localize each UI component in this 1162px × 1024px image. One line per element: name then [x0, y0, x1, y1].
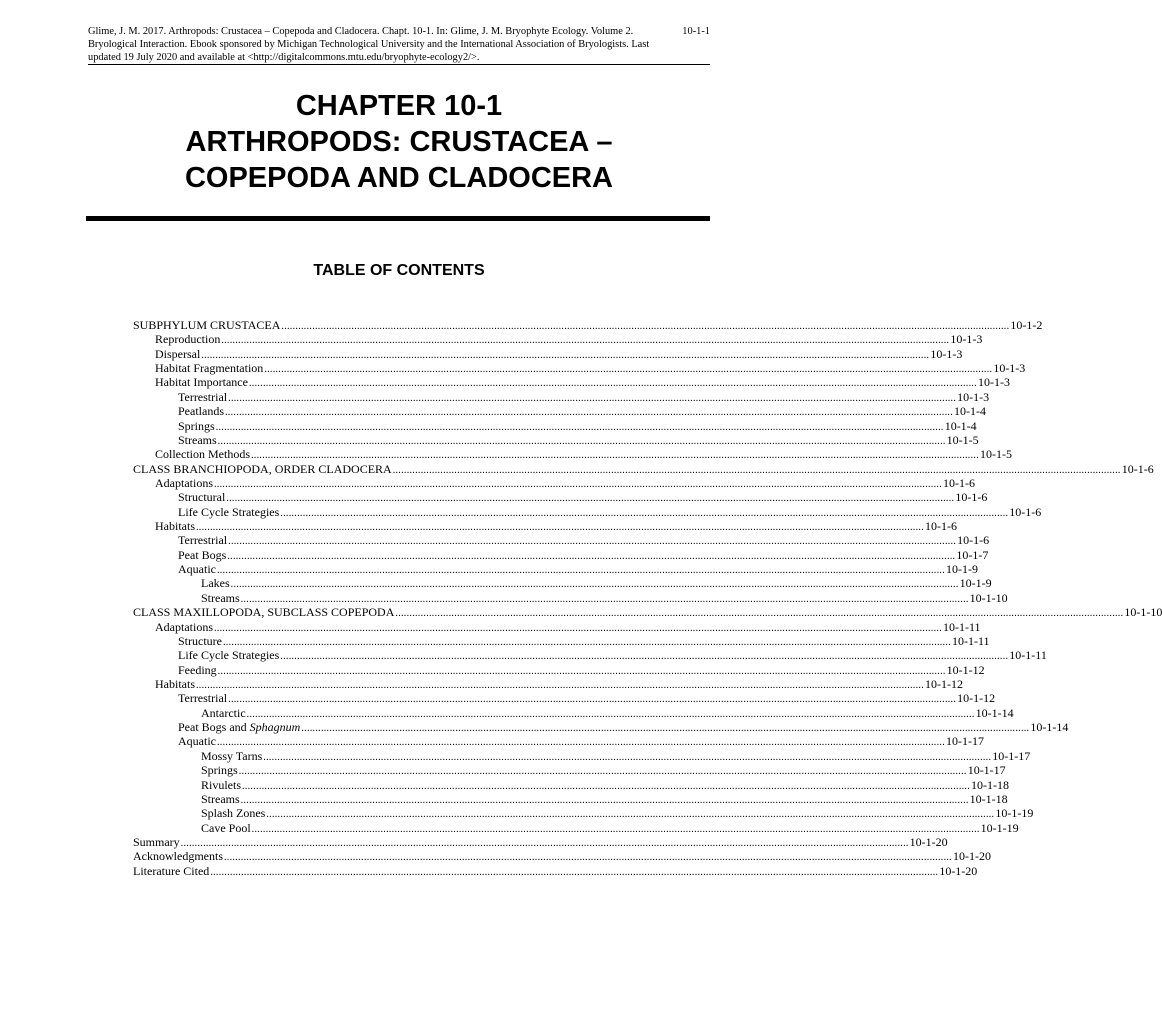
toc-dot-leader: .................................................................................................................................................................................................................................................................... — [214, 622, 942, 634]
toc-dot-leader: .................................................................................................................................................................................................................................................................... — [196, 679, 924, 691]
toc-entry-label — [201, 749, 262, 763]
toc-entry[interactable] — [133, 648, 1047, 663]
toc-entry-label — [155, 677, 195, 691]
toc-entry[interactable] — [133, 619, 981, 634]
toc-dot-leader: .................................................................................................................................................................................................................................................................... — [228, 694, 957, 706]
toc-entry-label — [178, 648, 279, 662]
toc-entry[interactable] — [133, 504, 1042, 519]
toc-dot-leader: .................................................................................................................................................................................................................................................................... — [301, 723, 1030, 735]
toc-entry[interactable] — [133, 605, 1162, 620]
toc-entry-page: 10-1-12 — [957, 691, 996, 706]
toc-dot-leader: .................................................................................................................................................................................................................................................................... — [215, 421, 944, 433]
toc-entry[interactable] — [133, 863, 978, 878]
toc-dot-leader: .................................................................................................................................................................................................................................................................... — [242, 780, 971, 792]
toc-entry-label-text: Habitat Importance — [155, 375, 248, 390]
toc-entry-label-text: Literature Cited — [133, 863, 210, 878]
toc-entry-page: 10-1-14 — [975, 705, 1014, 720]
toc-entry-label-text: Lakes — [201, 576, 230, 591]
toc-entry-label-text: Collection Methods — [155, 447, 250, 462]
toc-entry-label — [178, 404, 224, 418]
toc-entry[interactable] — [133, 447, 1012, 462]
toc-dot-leader: .................................................................................................................................................................................................................................................................... — [281, 321, 1010, 332]
toc-entry-page: 10-1-17 — [992, 748, 1031, 763]
toc-entry-label — [155, 375, 248, 389]
toc-entry[interactable] — [133, 849, 991, 864]
toc-entry-label — [201, 821, 251, 835]
toc-dot-leader: .................................................................................................................................................................................................................................................................... — [230, 579, 959, 591]
toc-entry[interactable] — [133, 734, 984, 749]
toc-entry-page: 10-1-20 — [952, 849, 991, 864]
toc-entry-label-text: Terrestrial — [178, 533, 228, 548]
toc-dot-leader: .................................................................................................................................................................................................................................................................... — [266, 809, 995, 821]
toc-entry-page: 10-1-18 — [969, 791, 1008, 806]
toc-entry-page: 10-1-5 — [946, 432, 979, 447]
toc-entry-label — [178, 720, 300, 734]
toc-entry-page: 10-1-6 — [943, 475, 975, 490]
toc-entry-label — [178, 433, 217, 447]
toc-entry-label — [178, 533, 227, 547]
toc-dot-leader: .................................................................................................................................................................................................................................................................... — [223, 852, 952, 864]
toc-entry[interactable] — [133, 576, 992, 591]
toc-entry-page: 10-1-3 — [977, 375, 1010, 390]
toc-entry-label — [178, 490, 225, 504]
toc-entry-page: 10-1-20 — [939, 863, 978, 878]
toc-entry-label-text: Peat Bogs and — [178, 720, 250, 735]
toc-entry-page: 10-1-3 — [950, 332, 983, 347]
toc-entry-page: 10-1-10 — [1124, 605, 1162, 620]
toc-entry-label-text: Springs — [201, 763, 238, 778]
toc-entry-page: 10-1-6 — [955, 490, 988, 505]
chapter-number: CHAPTER 10-1 — [295, 90, 503, 122]
toc-entry-label-text: CLASS BRANCHIOPODA, ORDER CLADOCERA — [133, 461, 392, 476]
toc-entry-page: 10-1-9 — [946, 562, 978, 577]
toc-entry-page: 10-1-9 — [959, 576, 992, 591]
toc-entry-label — [133, 318, 280, 332]
toc-entry[interactable] — [133, 318, 1043, 332]
toc-entry-page: 10-1-2 — [1010, 318, 1043, 332]
toc-entry[interactable] — [133, 562, 978, 577]
toc-entry-page: 10-1-7 — [956, 547, 989, 562]
toc-entry-label — [201, 763, 238, 777]
toc-entry-label-text: Habitats — [155, 676, 195, 691]
toc-entry[interactable] — [133, 461, 1154, 476]
header-divider — [88, 64, 710, 65]
toc-entry-label-text: Structure — [178, 633, 222, 648]
toc-dot-leader: .................................................................................................................................................................................................................................................................... — [251, 823, 980, 835]
toc-dot-leader: .................................................................................................................................................................................................................................................................... — [263, 751, 992, 763]
toc-entry-label-text: Adaptations — [155, 619, 213, 634]
toc-entry-label-text: Structural — [178, 490, 226, 505]
toc-entry-page: 10-1-5 — [980, 447, 1012, 462]
toc-heading: TABLE OF CONTENTS — [313, 262, 485, 279]
toc-entry-label-text: Peatlands — [178, 404, 224, 419]
citation-text: Glime, J. M. 2017. Arthropods: Crustacea – Copepoda and Cladocera. Chapt. 10-1. In: Glime, J. M. Bryophyte Ecology. Volume 2. Bryological Interaction. Ebook sponsored by Michigan Technological University and the International Association of Bryologists. Last updated 19 July 2020 and available at <http://digitalcommons.mtu.edu/bryophyte-ecology2/>. — [88, 26, 650, 63]
toc-entry-label — [201, 591, 240, 605]
toc-entry[interactable] — [133, 676, 963, 691]
toc-entry-label — [201, 576, 230, 590]
table-of-contents — [133, 318, 1162, 878]
toc-entry-page: 10-1-19 — [980, 820, 1019, 835]
toc-entry-label — [178, 734, 216, 748]
toc-dot-leader: .................................................................................................................................................................................................................................................................... — [226, 493, 955, 505]
toc-entry-page: 10-1-11 — [943, 619, 981, 634]
toc-entry-label — [155, 519, 195, 533]
toc-dot-leader: .................................................................................................................................................................................................................................................................... — [217, 737, 945, 749]
toc-entry-page: 10-1-17 — [946, 734, 984, 749]
toc-dot-leader: .................................................................................................................................................................................................................................................................... — [196, 522, 924, 534]
toc-entry-label-text: Springs — [178, 418, 215, 433]
toc-entry[interactable] — [133, 763, 1006, 778]
toc-entry-label — [155, 447, 250, 461]
chapter-title-line-1: ARTHROPODS: CRUSTACEA – — [185, 126, 613, 158]
toc-entry-page: 10-1-12 — [946, 662, 985, 677]
toc-entry-label — [133, 462, 392, 476]
toc-entry-label — [155, 332, 220, 346]
toc-entry-label-text: Aquatic — [178, 562, 216, 577]
toc-entry-label — [133, 864, 209, 878]
toc-entry-label-text: Aquatic — [178, 734, 216, 749]
toc-entry-label-text: Acknowledgments — [133, 849, 223, 864]
toc-entry-label-text: Terrestrial — [178, 389, 228, 404]
toc-entry-label — [133, 849, 223, 863]
toc-entry-page: 10-1-10 — [969, 590, 1008, 605]
toc-dot-leader: .................................................................................................................................................................................................................................................................... — [217, 435, 946, 447]
toc-entry-page: 10-1-11 — [1009, 648, 1047, 663]
toc-entry[interactable] — [133, 748, 1031, 763]
toc-dot-leader: .................................................................................................................................................................................................................................................................... — [392, 464, 1121, 476]
toc-entry-label — [178, 390, 227, 404]
toc-entry-label-text: Dispersal — [155, 346, 201, 361]
toc-entry-label-text: Splash Zones — [201, 806, 266, 821]
toc-entry[interactable] — [133, 490, 988, 505]
toc-entry-page: 10-1-6 — [925, 519, 957, 534]
toc-dot-leader: .................................................................................................................................................................................................................................................................... — [264, 364, 993, 376]
toc-entry-page: 10-1-20 — [909, 834, 948, 849]
toc-entry-page: 10-1-4 — [954, 404, 986, 419]
toc-entry-label — [178, 548, 226, 562]
toc-dot-leader: .................................................................................................................................................................................................................................................................... — [221, 335, 950, 347]
toc-entry[interactable] — [133, 691, 996, 706]
toc-entry[interactable] — [133, 389, 990, 404]
toc-entry-page: 10-1-3 — [957, 389, 990, 404]
toc-entry-label — [178, 634, 222, 648]
toc-entry-label-text: Life Cycle Strategies — [178, 648, 280, 663]
toc-entry-label — [178, 419, 215, 433]
toc-entry-label — [133, 835, 180, 849]
toc-entry-label-text: Reproduction — [155, 332, 221, 347]
toc-entry-label-text: Mossy Tarns — [201, 748, 263, 763]
toc-entry[interactable] — [133, 375, 1010, 390]
toc-entry[interactable] — [133, 806, 1034, 821]
toc-dot-leader: .................................................................................................................................................................................................................................................................... — [280, 651, 1009, 663]
toc-dot-leader: .................................................................................................................................................................................................................................................................... — [225, 407, 953, 419]
toc-entry-label — [133, 605, 394, 619]
toc-entry[interactable] — [133, 777, 1010, 792]
toc-entry-label-text: Antarctic — [201, 705, 246, 720]
toc-entry-label — [201, 778, 241, 792]
toc-entry-label-text: Feeding — [178, 662, 217, 677]
toc-entry-page: 10-1-6 — [1121, 461, 1154, 476]
toc-entry-label — [201, 706, 246, 720]
toc-entry-label-text: Peat Bogs — [178, 547, 227, 562]
toc-entry-label — [178, 691, 227, 705]
toc-entry-label-text: Habitat Fragmentation — [155, 361, 264, 376]
toc-entry[interactable] — [133, 590, 1008, 605]
toc-entry[interactable] — [133, 662, 985, 677]
toc-dot-leader: .................................................................................................................................................................................................................................................................... — [180, 837, 909, 849]
toc-entry-label — [155, 476, 213, 490]
toc-entry[interactable] — [133, 633, 990, 648]
toc-dot-leader: .................................................................................................................................................................................................................................................................... — [251, 450, 979, 462]
toc-entry-page: 10-1-3 — [930, 346, 963, 361]
toc-dot-leader: .................................................................................................................................................................................................................................................................... — [240, 794, 969, 806]
toc-dot-leader: .................................................................................................................................................................................................................................................................... — [240, 593, 969, 605]
toc-dot-leader: .................................................................................................................................................................................................................................................................... — [395, 608, 1124, 620]
toc-entry-label — [178, 663, 217, 677]
toc-entry-page: 10-1-12 — [925, 676, 963, 691]
toc-entry-label — [155, 620, 213, 634]
citation-header — [88, 25, 710, 64]
toc-entry[interactable] — [133, 533, 990, 548]
toc-entry-label-text: Life Cycle Strategies — [178, 504, 280, 519]
toc-entry-page: 10-1-14 — [1030, 720, 1069, 735]
toc-entry-page: 10-1-4 — [944, 418, 977, 433]
toc-dot-leader: .................................................................................................................................................................................................................................................................... — [227, 550, 956, 562]
toc-entry-label — [178, 505, 279, 519]
toc-entry-page: 10-1-6 — [1009, 504, 1042, 519]
toc-entry[interactable] — [133, 404, 986, 419]
toc-dot-leader: .................................................................................................................................................................................................................................................................... — [238, 766, 967, 778]
toc-entry[interactable] — [133, 346, 963, 361]
toc-entry-label — [201, 806, 265, 820]
header-page-number: 10-1-1 — [682, 26, 710, 37]
toc-entry-page: 10-1-17 — [967, 763, 1006, 778]
toc-entry-label — [155, 361, 263, 375]
toc-entry-page: 10-1-18 — [971, 777, 1010, 792]
toc-entry[interactable] — [133, 519, 957, 534]
toc-entry-label — [201, 792, 240, 806]
chapter-title-line-2: COPEPODA AND CLADOCERA — [184, 162, 614, 194]
toc-entry-page: 10-1-19 — [995, 806, 1034, 821]
toc-dot-leader: .................................................................................................................................................................................................................................................................... — [217, 665, 946, 677]
toc-entry[interactable] — [133, 720, 1069, 735]
toc-entry-label-text: Rivulets — [201, 777, 242, 792]
toc-entry[interactable] — [133, 361, 1026, 376]
title-rule — [86, 216, 710, 221]
toc-entry-label-text: SUBPHYLUM CRUSTACEA — [133, 318, 281, 332]
toc-entry-label-text: Cave Pool — [201, 820, 251, 835]
toc-entry-label — [178, 562, 216, 576]
toc-entry[interactable] — [133, 332, 983, 347]
toc-entry-page: 10-1-11 — [952, 633, 990, 648]
toc-entry[interactable] — [133, 834, 948, 849]
toc-dot-leader: .................................................................................................................................................................................................................................................................... — [223, 636, 951, 648]
toc-entry[interactable] — [133, 705, 1014, 720]
toc-dot-leader: .................................................................................................................................................................................................................................................................... — [228, 392, 957, 404]
toc-entry-label-text: Streams — [201, 590, 240, 605]
toc-entry[interactable] — [133, 475, 975, 490]
toc-entry-label-text: Streams — [201, 791, 240, 806]
toc-dot-leader: .................................................................................................................................................................................................................................................................... — [248, 378, 977, 390]
toc-entry-label-text: Summary — [133, 834, 180, 849]
toc-entry-label — [155, 347, 200, 361]
toc-entry[interactable] — [133, 547, 989, 562]
toc-entry-label-text: Habitats — [155, 519, 195, 534]
toc-entry-label-text: Adaptations — [155, 475, 213, 490]
toc-dot-leader: .................................................................................................................................................................................................................................................................... — [280, 507, 1009, 519]
toc-entry-label-text: Streams — [178, 432, 217, 447]
chapter-title — [88, 88, 710, 196]
toc-dot-leader: .................................................................................................................................................................................................................................................................... — [210, 866, 939, 878]
toc-entry[interactable] — [133, 418, 977, 433]
toc-entry-label-italic: Sphagnum — [249, 720, 301, 735]
toc-entry-label-text: Terrestrial — [178, 691, 228, 706]
toc-entry-page: 10-1-6 — [957, 533, 990, 548]
toc-dot-leader: .................................................................................................................................................................................................................................................................... — [214, 478, 942, 490]
toc-dot-leader: .................................................................................................................................................................................................................................................................... — [201, 349, 930, 361]
toc-entry[interactable] — [133, 791, 1008, 806]
toc-dot-leader: .................................................................................................................................................................................................................................................................... — [217, 565, 945, 577]
toc-dot-leader: .................................................................................................................................................................................................................................................................... — [246, 708, 975, 720]
toc-entry[interactable] — [133, 432, 979, 447]
toc-entry-label-text: CLASS MAXILLOPODA, SUBCLASS COPEPODA — [133, 605, 395, 620]
toc-entry[interactable] — [133, 820, 1019, 835]
toc-entry-page: 10-1-3 — [993, 361, 1026, 376]
toc-dot-leader: .................................................................................................................................................................................................................................................................... — [228, 536, 957, 548]
